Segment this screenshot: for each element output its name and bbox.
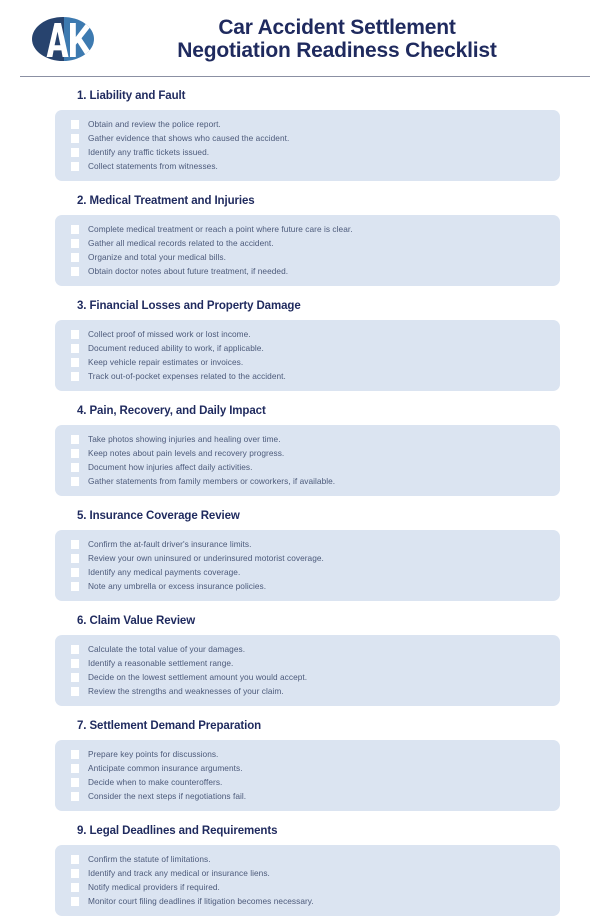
section-panel bbox=[55, 635, 560, 706]
checkbox-icon[interactable] bbox=[71, 162, 79, 171]
checklist-item[interactable] bbox=[71, 433, 550, 446]
checklist-item-label: Review the strengths and weaknesses of your claim. bbox=[88, 686, 284, 696]
checkbox-icon[interactable] bbox=[71, 778, 79, 787]
checklist-item-label: Calculate the total value of your damages. bbox=[88, 644, 246, 654]
section-heading: 9. Legal Deadlines and Requirements bbox=[77, 825, 278, 837]
checklist-section bbox=[55, 300, 560, 391]
title-line-2: Negotiation Readiness Checklist bbox=[177, 39, 497, 62]
checklist-section bbox=[55, 720, 560, 811]
section-heading: 5. Insurance Coverage Review bbox=[77, 510, 240, 522]
checklist-item-label: Identify any medical payments coverage. bbox=[88, 567, 241, 577]
checklist-item[interactable] bbox=[71, 223, 550, 236]
section-panel bbox=[55, 110, 560, 181]
checkbox-icon[interactable] bbox=[71, 568, 79, 577]
checklist-item[interactable] bbox=[71, 461, 550, 474]
section-panel bbox=[55, 215, 560, 286]
checkbox-icon[interactable] bbox=[71, 897, 79, 906]
section-heading: 4. Pain, Recovery, and Daily Impact bbox=[77, 405, 266, 417]
checklist-item-label: Identify any traffic tickets issued. bbox=[88, 147, 210, 157]
checklist-item[interactable] bbox=[71, 643, 550, 656]
checklist-item[interactable] bbox=[71, 895, 550, 908]
checklist-item-label: Prepare key points for discussions. bbox=[88, 749, 219, 759]
section-panel bbox=[55, 845, 560, 916]
checkbox-icon[interactable] bbox=[71, 435, 79, 444]
section-panel bbox=[55, 320, 560, 391]
checklist-item-label: Gather statements from family members or coworkers, if available. bbox=[88, 476, 336, 486]
checklist-section bbox=[55, 195, 560, 286]
checklist-item-label: Keep vehicle repair estimates or invoices. bbox=[88, 357, 244, 367]
checkbox-icon[interactable] bbox=[71, 750, 79, 759]
section-heading: 2. Medical Treatment and Injuries bbox=[77, 195, 255, 207]
document-title bbox=[106, 16, 590, 62]
checklist-section bbox=[55, 510, 560, 601]
checkbox-icon[interactable] bbox=[71, 267, 79, 276]
checkbox-icon[interactable] bbox=[71, 134, 79, 143]
checklist-item[interactable] bbox=[71, 251, 550, 264]
section-heading: 1. Liability and Fault bbox=[77, 90, 186, 102]
checkbox-icon[interactable] bbox=[71, 764, 79, 773]
checklist-item[interactable] bbox=[71, 265, 550, 278]
checkbox-icon[interactable] bbox=[71, 659, 79, 668]
checkbox-icon[interactable] bbox=[71, 582, 79, 591]
checkbox-icon[interactable] bbox=[71, 883, 79, 892]
checklist-item-label: Identify and track any medical or insurance liens. bbox=[88, 868, 270, 878]
checkbox-icon[interactable] bbox=[71, 792, 79, 801]
checkbox-icon[interactable] bbox=[71, 869, 79, 878]
checkbox-icon[interactable] bbox=[71, 148, 79, 157]
checklist-item-label: Gather evidence that shows who caused the accident. bbox=[88, 133, 290, 143]
document-header bbox=[0, 0, 610, 62]
checklist-item[interactable] bbox=[71, 447, 550, 460]
checklist-item-label: Obtain doctor notes about future treatment, if needed. bbox=[88, 266, 289, 276]
checklist-item[interactable] bbox=[71, 146, 550, 159]
checklist-item-label: Consider the next steps if negotiations fail. bbox=[88, 791, 247, 801]
checklist-item-label: Collect proof of missed work or lost income. bbox=[88, 329, 251, 339]
checkbox-icon[interactable] bbox=[71, 687, 79, 696]
checklist-item-label: Confirm the statute of limitations. bbox=[88, 854, 211, 864]
checkbox-icon[interactable] bbox=[71, 477, 79, 486]
checkbox-icon[interactable] bbox=[71, 372, 79, 381]
checkbox-icon[interactable] bbox=[71, 239, 79, 248]
checklist-item-label: Identify a reasonable settlement range. bbox=[88, 658, 234, 668]
checkbox-icon[interactable] bbox=[71, 673, 79, 682]
checklist-item[interactable] bbox=[71, 475, 550, 488]
header-divider bbox=[20, 76, 590, 77]
checklist-item[interactable] bbox=[71, 580, 550, 593]
checklist-item[interactable] bbox=[71, 118, 550, 131]
checkbox-icon[interactable] bbox=[71, 344, 79, 353]
checklist-item[interactable] bbox=[71, 881, 550, 894]
checklist-item[interactable] bbox=[71, 160, 550, 173]
checklist-item-label: Note any umbrella or excess insurance policies. bbox=[88, 581, 267, 591]
checklist-item[interactable] bbox=[71, 776, 550, 789]
checklist-item[interactable] bbox=[71, 328, 550, 341]
ak-monogram-logo bbox=[26, 15, 100, 63]
checklist-item[interactable] bbox=[71, 748, 550, 761]
checkbox-icon[interactable] bbox=[71, 554, 79, 563]
checklist-item[interactable] bbox=[71, 853, 550, 866]
checklist-section bbox=[55, 615, 560, 706]
checklist-item-label: Obtain and review the police report. bbox=[88, 119, 221, 129]
title-line-1: Car Accident Settlement bbox=[218, 16, 456, 39]
checkbox-icon[interactable] bbox=[71, 120, 79, 129]
checkbox-icon[interactable] bbox=[71, 225, 79, 234]
checkbox-icon[interactable] bbox=[71, 449, 79, 458]
checklist-item[interactable] bbox=[71, 342, 550, 355]
checklist-section bbox=[55, 825, 560, 916]
checklist-item-label: Notify medical providers if required. bbox=[88, 882, 220, 892]
checklist-item-label: Track out-of-pocket expenses related to the accident. bbox=[88, 371, 286, 381]
checkbox-icon[interactable] bbox=[71, 540, 79, 549]
section-heading: 3. Financial Losses and Property Damage bbox=[77, 300, 301, 312]
checklist-item-label: Confirm the at-fault driver's insurance limits. bbox=[88, 539, 252, 549]
checklist-item[interactable] bbox=[71, 762, 550, 775]
checkbox-icon[interactable] bbox=[71, 463, 79, 472]
checklist-section bbox=[55, 90, 560, 181]
checklist-item[interactable] bbox=[71, 867, 550, 880]
checklist-item-label: Anticipate common insurance arguments. bbox=[88, 763, 243, 773]
section-panel bbox=[55, 530, 560, 601]
checklist-item[interactable] bbox=[71, 685, 550, 698]
checklist-item-label: Document how injuries affect daily activities. bbox=[88, 462, 253, 472]
checklist-item[interactable] bbox=[71, 538, 550, 551]
section-panel bbox=[55, 425, 560, 496]
checklist-item[interactable] bbox=[71, 657, 550, 670]
checklist-item-label: Decide when to make counteroffers. bbox=[88, 777, 223, 787]
checklist-item-label: Document reduced ability to work, if applicable. bbox=[88, 343, 264, 353]
checklist-item[interactable] bbox=[71, 237, 550, 250]
checklist-item-label: Gather all medical records related to the accident. bbox=[88, 238, 274, 248]
checklist-section bbox=[55, 405, 560, 496]
checklist-item[interactable] bbox=[71, 671, 550, 684]
checklist-item-label: Decide on the lowest settlement amount you would accept. bbox=[88, 672, 308, 682]
checklist-item[interactable] bbox=[71, 132, 550, 145]
checklist-item-label: Organize and total your medical bills. bbox=[88, 252, 226, 262]
checklist-item-label: Complete medical treatment or reach a point where future care is clear. bbox=[88, 224, 353, 234]
checklist-item-label: Collect statements from witnesses. bbox=[88, 161, 218, 171]
checkbox-icon[interactable] bbox=[71, 645, 79, 654]
section-heading: 6. Claim Value Review bbox=[77, 615, 196, 627]
checklist-item[interactable] bbox=[71, 552, 550, 565]
checkbox-icon[interactable] bbox=[71, 330, 79, 339]
checklist-item-label: Keep notes about pain levels and recovery progress. bbox=[88, 448, 285, 458]
checkbox-icon[interactable] bbox=[71, 253, 79, 262]
checkbox-icon[interactable] bbox=[71, 855, 79, 864]
checklist-item-label: Take photos showing injuries and healing over time. bbox=[88, 434, 281, 444]
section-heading: 7. Settlement Demand Preparation bbox=[77, 720, 262, 732]
checklist-item[interactable] bbox=[71, 356, 550, 369]
checklist-sections bbox=[0, 90, 610, 916]
section-panel bbox=[55, 740, 560, 811]
checkbox-icon[interactable] bbox=[71, 358, 79, 367]
checklist-item[interactable] bbox=[71, 370, 550, 383]
checklist-item-label: Monitor court filing deadlines if litigation becomes necessary. bbox=[88, 896, 314, 906]
checklist-item-label: Review your own uninsured or underinsured motorist coverage. bbox=[88, 553, 324, 563]
checklist-item[interactable] bbox=[71, 566, 550, 579]
checklist-item[interactable] bbox=[71, 790, 550, 803]
